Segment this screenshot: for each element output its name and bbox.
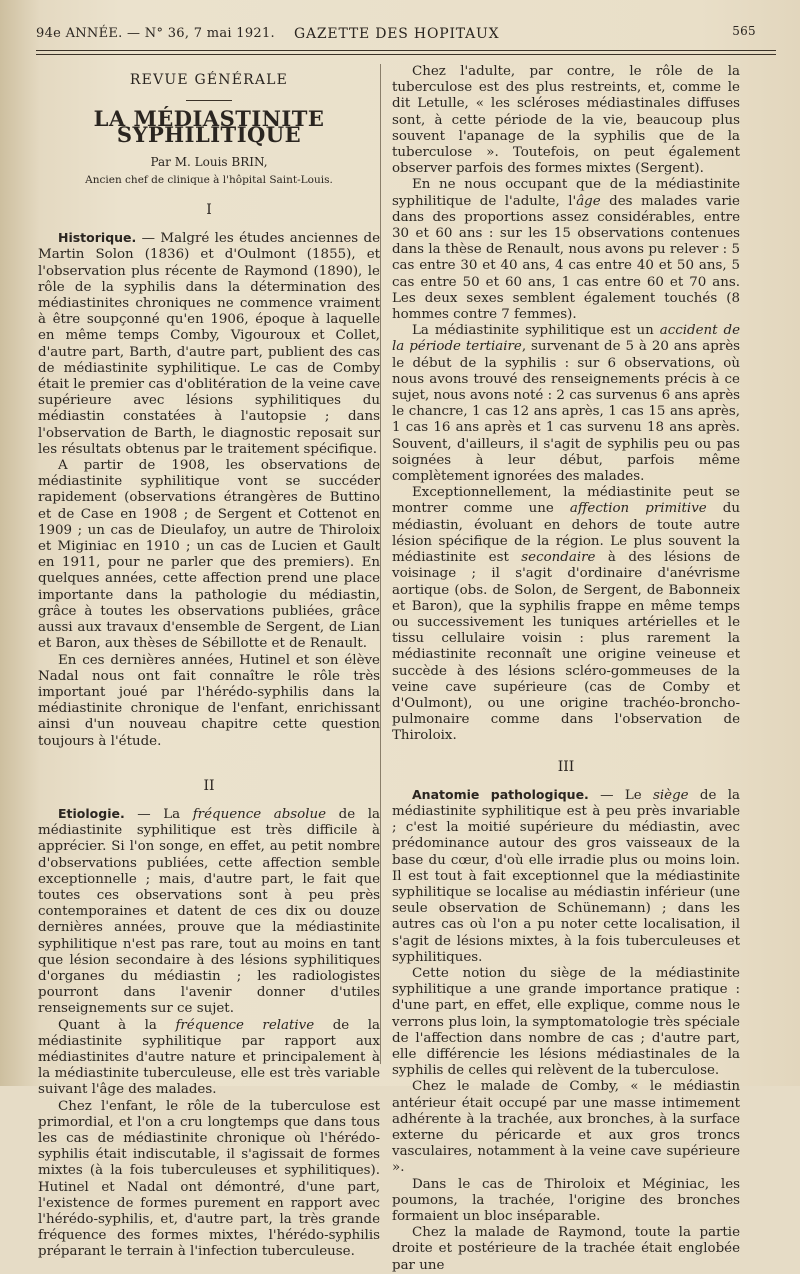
section-number: III [557,758,575,775]
paragraph: A partir de 1908, les observations de médiastinite syphilitique vont se succéder rapidement (observations étrangères de Buttino et de Case en 1908 ; de Sergent et Cottenot en 1909 ; un cas de Dieulafoy, un autre de Thiroloix et Miginiac en 1910 ; un cas de Lucien et Gault en 1911, pour ne parler que des premiers). En quelques années, cette affection prend une place importante dans la pathologie du médiastin, grâce à toutes les observations publiées, grâce aussi aux travaux d'ensemble de Sergent, de Lian et Baron, aux thèses de Sébillotte et de Renault. [38,458,380,652]
header-rule [36,50,776,51]
header-rule-double [36,54,776,55]
paragraph: En ne nous occupant que de la médiastinite syphilitique de l'adulte, l'âge des malades varie dans des proportions assez considérables, entre 30 et 60 ans : sur les 15 observations contenues dans la thèse de Renault, nous avons pu relever : 5 cas entre 30 et 40 ans, 4 cas entre 40 et 50 ans, 5 cas entre 50 et 60 ans, 1 cas entre 60 et 70 ans. Les deux sexes semblent également touchés (8 hommes contre 7 femmes). [392,177,740,323]
section-number: II [203,777,215,794]
paragraph: Chez l'enfant, le rôle de la tuberculose est primordial, et l'on a cru longtemps que dans tous les cas de médiastinite chronique où l'hérédo-syphilis était indiscutable, il s'agissait de formes mixtes (à la fois tuberculeuses et syphilitiques). Hutinel et Nadal ont démontré, d'une part, l'existence de formes purement en rapport avec l'hérédo-syphilis, et, d'autre part, la très grande fréquence des formes mixtes, l'hérédo-syphilis préparant le terrain à l'infection tuberculeuse. [38,1098,380,1260]
paragraph: Chez le malade de Comby, « le médiastin antérieur était occupé par une masse intimement adhérente à la trachée, aux bronches, à la surface externe du péricarde et aux gros troncs vasculaires, notamment à la veine cave supérieure ». [392,1079,740,1176]
left-column [38,64,380,1261]
issue-info: 94e ANNÉE. — N° 36, 7 mai 1921. [36,26,275,41]
paragraph: Chez la malade de Raymond, toute la partie droite et postérieure de la trachée était englobée par une [392,1225,740,1273]
section-label: REVUE GÉNÉRALE [129,72,289,88]
section-heading: Anatomie pathologique. [412,786,589,802]
paragraph: Dans le cas de Thiroloix et Méginiac, les poumons, la trachée, l'origine des bronches formaient un bloc inséparable. [392,1176,740,1225]
section-heading: Historique. [58,230,137,246]
paragraph: En ces dernières années, Hutinel et son élève Nadal nous ont fait connaître le rôle très important joué par l'hérédo-syphilis dans la médiastinite chronique de l'enfant, enrichissant ainsi d'un nouveau chapitre cette question toujours à l'étude. [38,652,380,749]
paragraph: Cette notion du siège de la médiastinite syphilitique a une grande importance pratique : d'une part, en effet, elle explique, comme nous le verrons plus loin, la symptomatologie très spéciale de l'affection dans nombre de cas ; d'autre part, elle différencie les lésions médiastinales de la syphilis de celles qui relèvent de la tuberculose. [392,965,740,1079]
article-title: LA MÉDIASTINITE SYPHILITIQUE [93,106,325,148]
paragraph: Exceptionnellement, la médiastinite peut se montrer comme une affection primitive du médiastin, évoluant en dehors de toute autre lésion spécifique de la région. Le plus souvent la médiastinite est secondaire à des lésions de voisinage ; il s'agit d'ordinaire d'anévrisme aortique (obs. de Solon, de Sergent, de Babonneix et Baron), que la syphilis frappe en même temps ou successivement les tuniques artérielles et le tissu cellulaire voisin : plus rarement la médiastinite reconnaît une origine veineuse et succède à des lésions scléro-gommeuses de la veine cave supérieure (cas de Comby et d'Oulmont), ou une origine trachéo-broncho-pulmonaire comme dans l'observation de Thiroloix. [392,485,741,744]
paragraph: La médiastinite syphilitique est un accident de la période tertiaire, survenant de 5 à 20 ans après le début de la syphilis : sur 6 observations, où nous avons trouvé des renseignements précis à ce sujet, nous avons noté : 2 cas survenus 6 ans après le chancre, 1 cas 12 ans après, 1 cas 15 ans après, 1 cas 16 ans après et 1 cas survenu 18 ans après. Souvent, d'ailleurs, il s'agit de syphilis peu ou pas soignées à leur début, parfois même complètement ignorées des malades. [392,323,740,485]
author-title: Ancien chef de clinique à l'hôpital Saint-Louis. [85,173,333,186]
page-number: 565 [732,24,756,38]
paragraph: Chez l'adulte, par contre, le rôle de la tuberculose est des plus restreints, et, comme le dit Letulle, « les scléroses médiastinales diffuses sont, à cette période de la vie, beaucoup plus souvent l'apanage de la syphilis que de la tuberculose ». Toutefois, on peut également observer parfois des formes mixtes (Sergent). [392,64,740,177]
column-divider [380,64,381,1064]
page-header [36,22,756,44]
paragraph: Etiologie. — La fréquence absolue de la médiastinite syphilitique est très difficile à apprécier. Si l'on songe, en effet, au petit nombre d'observations publiées, cette affection semble exceptionnelle ; mais, d'autre part, le fait que toutes ces observations sont à peu près contemporaines et datent de ces dix ou douze dernières années, prouve que la médiastinite syphilitique n'est pas rare, tout au moins en tant que lésion secondaire à des lésions syphilitiques d'organes du médiastin ; les radiologistes pourront dans l'avenir donner d'utiles renseignements sur ce sujet. [38,805,380,1017]
author-name: Par M. Louis BRIN, [150,154,268,169]
section-number: I [206,202,212,219]
paragraph: Anatomie pathologique. — Le siège de la médiastinite syphilitique est à peu près invariable ; c'est la moitié supérieure du médiastin, avec prédominance autour des gros vaisseaux de la base du cœur, d'où elle irradie plus ou moins loin. Il est tout à fait exceptionnel que la médiastinite syphilitique se localise au médiastin inférieur (une seule observation de Schünemann) ; dans les autres cas où l'on a pu noter cette localisation, il s'agit de lésions mixtes, à la fois tuberculeuses et syphilitiques. [392,786,741,965]
right-column [392,64,740,1274]
section-heading: Etiologie. [58,805,125,821]
paragraph: Historique. — Malgré les études anciennes de Martin Solon (1836) et d'Oulmont (1855), et l'observation plus récente de Raymond (1890), le rôle de la syphilis dans la détermination des médiastinites chroniques ne commence vraiment à être soupçonné qu'en 1906, époque à laquelle en même temps Comby, Vigouroux et Collet, d'autre part, Barth, d'autre part, publient des cas de médiastinite syphilitique. Le cas de Comby était le premier cas d'oblitération de la veine cave supérieure avec lésions syphilitiques du médiastin constatées à l'autopsie ; dans l'observation de Barth, le diagnostic reposait sur les résultats obtenus par le traitement spécifique. [38,230,380,457]
title-rule [186,100,232,101]
paragraph: Quant à la fréquence relative de la médiastinite syphilitique par rapport aux médiastinites d'autre nature et principalement à la médiastinite tuberculeuse, elle est très variable suivant l'âge des malades. [38,1017,380,1098]
journal-title: GAZETTE DES HOPITAUX [294,26,500,42]
